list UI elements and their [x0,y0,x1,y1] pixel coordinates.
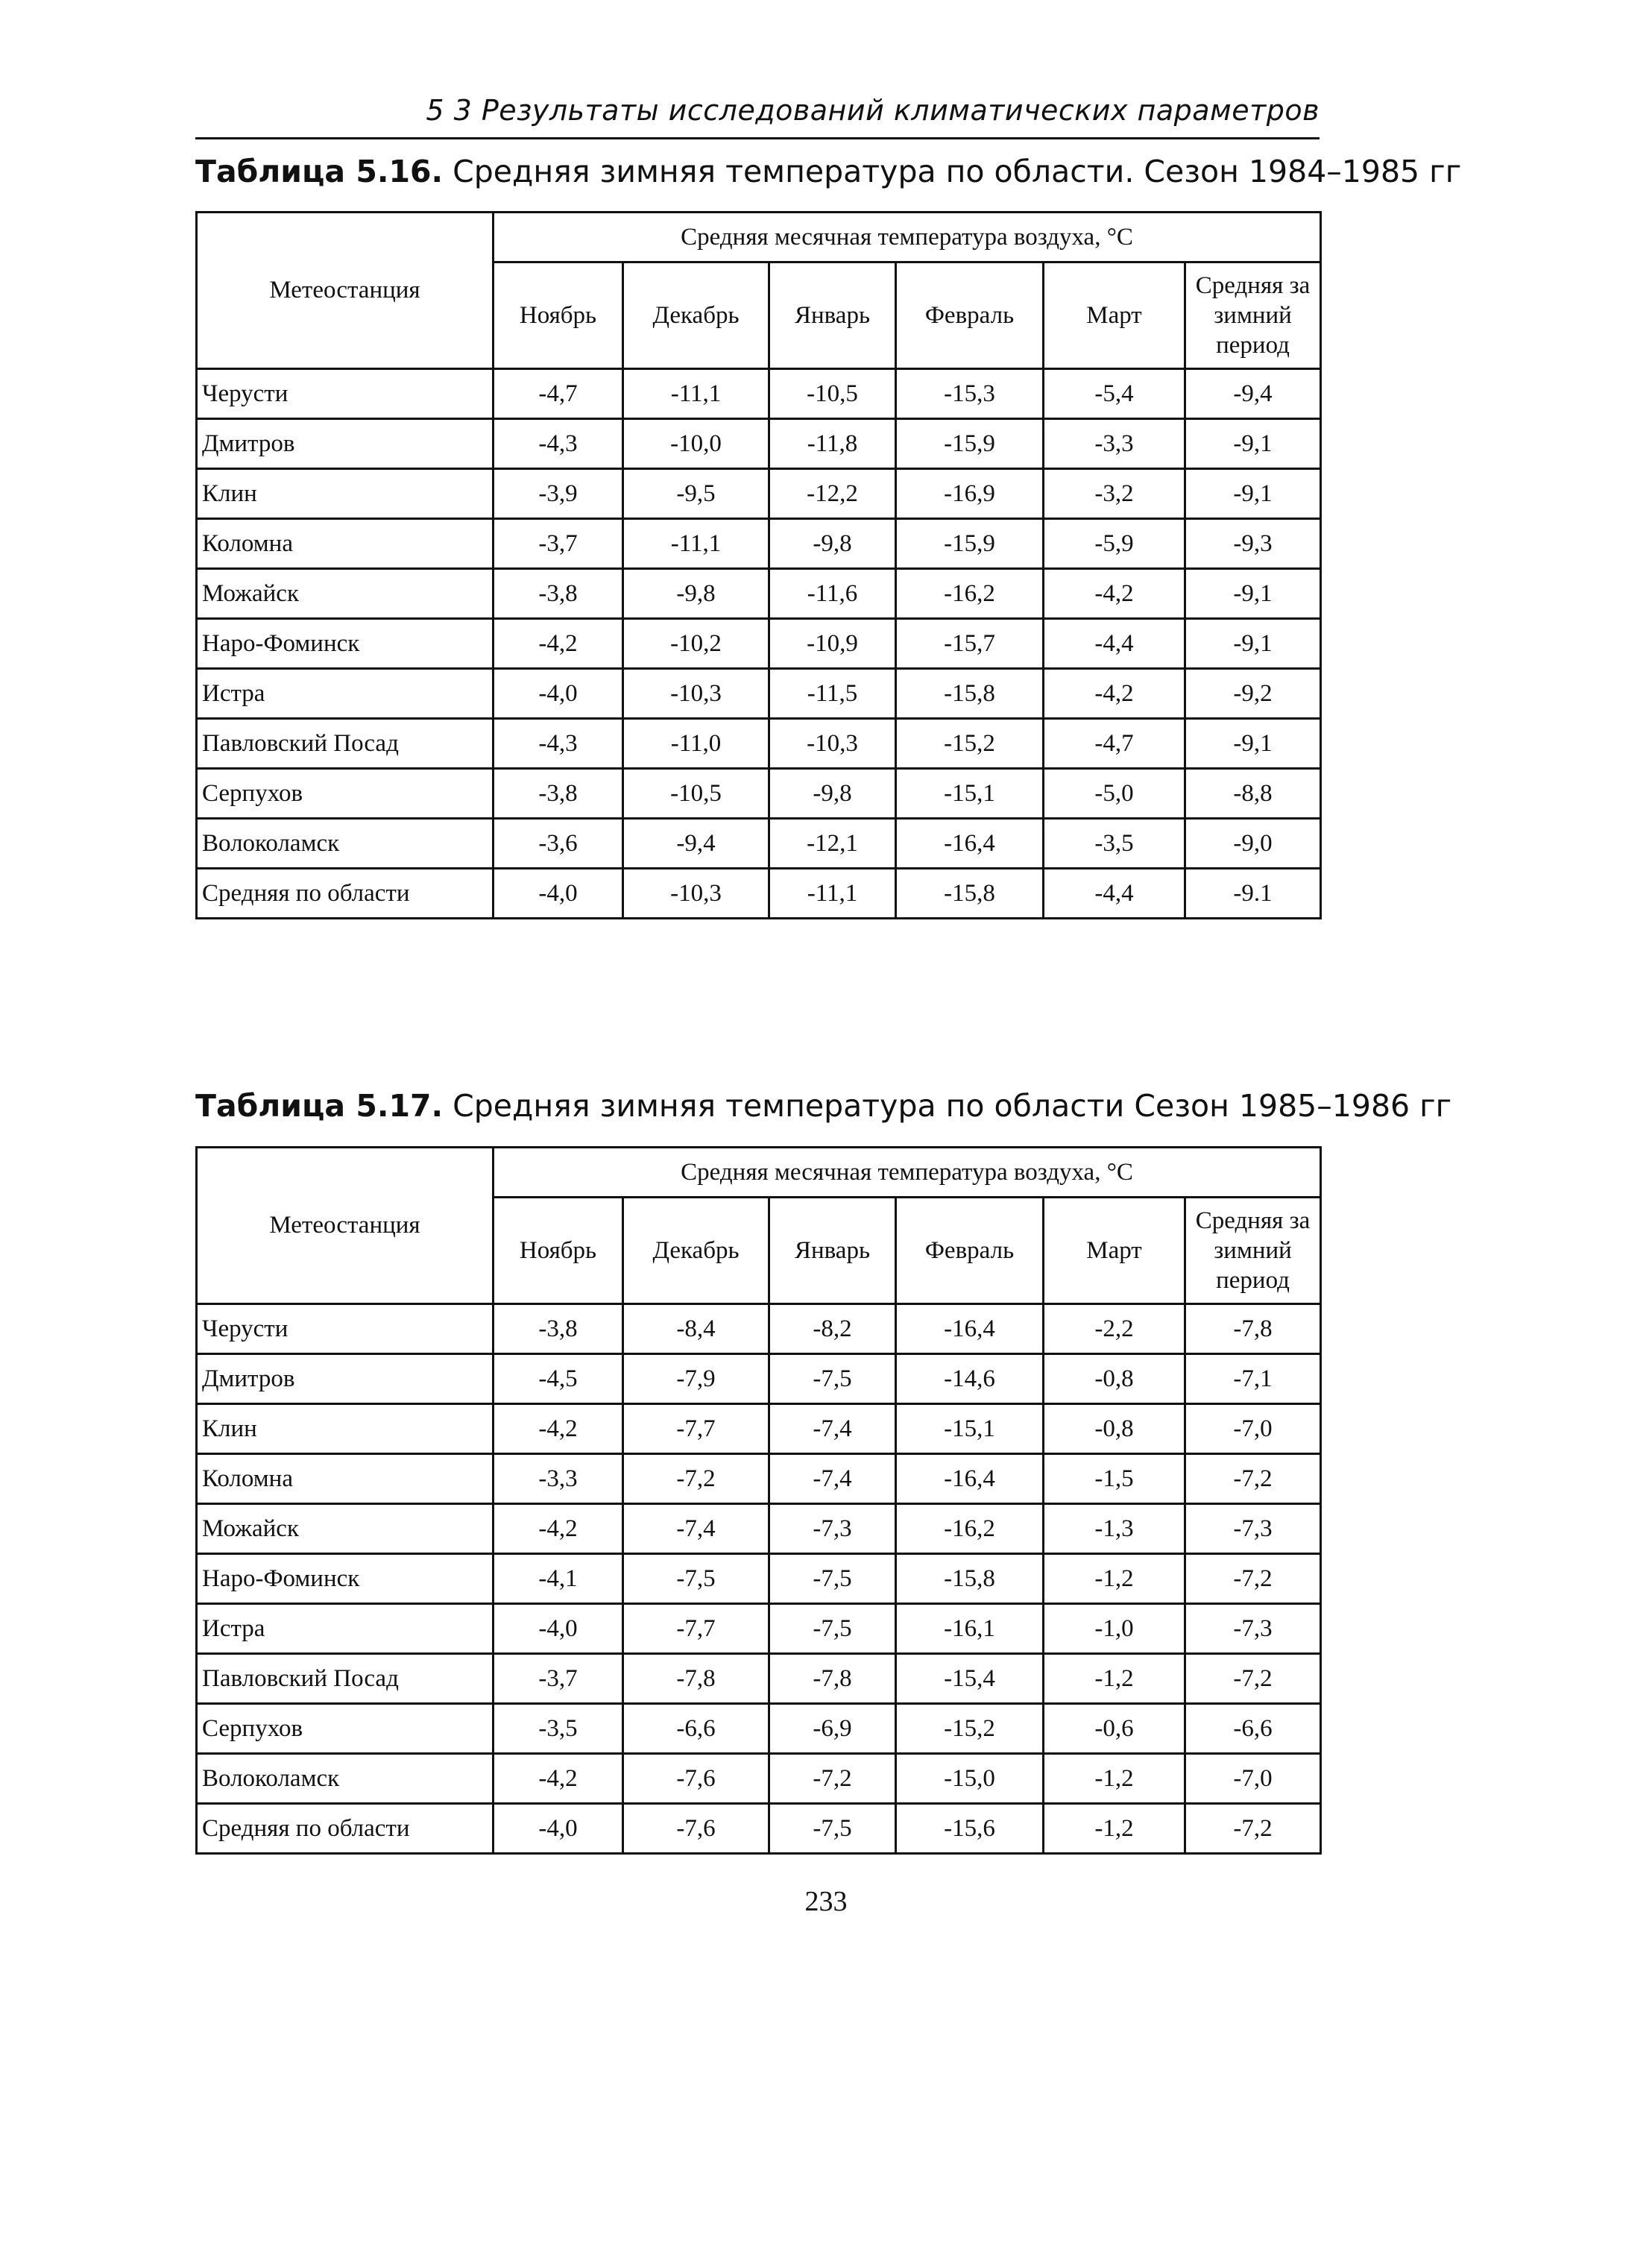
table-row [197,1354,1321,1404]
temperature-cell: -15,8 [896,1554,1044,1604]
header-month-jan: Январь [769,1198,896,1304]
table-row [197,819,1321,869]
temperature-cell: -8,4 [623,1304,769,1354]
temperature-cell: -4,1 [494,1554,623,1604]
header-month-mar: Март [1044,262,1185,369]
station-name-cell: Волоколамск [197,819,494,869]
temperature-cell: -7,5 [769,1804,896,1854]
temperature-cell: -9,1 [1185,719,1321,769]
table-label: Таблица 5.16. [195,154,444,189]
temperature-cell: -1,2 [1044,1654,1185,1704]
station-name-cell: Истра [197,1604,494,1654]
temperature-cell: -11,1 [769,869,896,919]
temperature-cell: -16,2 [896,1504,1044,1554]
temperature-cell: -7,5 [769,1354,896,1404]
temperature-cell: -6,9 [769,1704,896,1754]
temperature-cell: -4,4 [1044,869,1185,919]
temperature-cell: -5,9 [1044,519,1185,569]
table-label: Таблица 5.17. [195,1088,444,1124]
temperature-cell: -7,6 [623,1804,769,1854]
table-body [197,369,1321,919]
temperature-cell: -10,2 [623,619,769,669]
temperature-cell: -8,8 [1185,769,1321,819]
temperature-cell: -1,2 [1044,1804,1185,1854]
temperature-cell: -4,0 [494,1804,623,1854]
temperature-cell: -12,2 [769,469,896,519]
temperature-cell: -7,7 [623,1604,769,1654]
station-name-cell: Наро-Фоминск [197,619,494,669]
table-row [197,719,1321,769]
temperature-cell: -7,5 [769,1604,896,1654]
station-name-cell: Коломна [197,519,494,569]
station-name-cell: Дмитров [197,419,494,469]
temperature-cell: -15,3 [896,369,1044,419]
station-name-cell: Можайск [197,1504,494,1554]
temperature-cell: -4,2 [494,1404,623,1454]
temperature-cell: -3,8 [494,1304,623,1354]
temperature-cell: -9,8 [769,519,896,569]
table-row [197,619,1321,669]
temperature-cell: -9,1 [1185,619,1321,669]
header-winter-average: Средняя за зимний период [1185,262,1321,369]
temperature-cell: -4,3 [494,419,623,469]
temperature-cell: -4,5 [494,1354,623,1404]
page-number: 233 [804,1886,848,1917]
table-row [197,419,1321,469]
temperature-cell: -14,6 [896,1354,1044,1404]
temperature-cell: -7,3 [769,1504,896,1554]
temperature-cell: -9,8 [769,769,896,819]
temperature-cell: -4,7 [1044,719,1185,769]
header-month-dec: Декабрь [623,262,769,369]
header-winter-average: Средняя за зимний период [1185,1198,1321,1304]
temperature-cell: -16,4 [896,819,1044,869]
temperature-cell: -12,1 [769,819,896,869]
temperature-cell: -7,0 [1185,1404,1321,1454]
station-name-cell: Серпухов [197,769,494,819]
station-name-cell: Павловский Посад [197,1654,494,1704]
table-row [197,869,1321,919]
temperature-cell: -4,2 [494,1754,623,1804]
temperature-cell: -3,2 [1044,469,1185,519]
temperature-cell: -7,2 [623,1454,769,1504]
station-name-cell: Дмитров [197,1354,494,1404]
temperature-cell: -15,4 [896,1654,1044,1704]
temperature-cell: -0,8 [1044,1404,1185,1454]
temperature-cell: -16,4 [896,1454,1044,1504]
temperature-cell: -15,8 [896,869,1044,919]
table-row [197,1804,1321,1854]
temperature-cell: -7,5 [623,1554,769,1604]
temperature-cell: -10,3 [623,869,769,919]
table-title: Средняя зимняя температура по области. Сезон 1984–1985 гг [453,154,1462,189]
header-month-nov: Ноябрь [494,262,623,369]
header-group: Средняя месячная температура воздуха, °C [494,1148,1321,1198]
temperature-cell: -10,5 [769,369,896,419]
temperature-cell: -6,6 [1185,1704,1321,1754]
temperature-cell: -15,8 [896,669,1044,719]
temperature-cell: -3,5 [494,1704,623,1754]
temperature-cell: -7,2 [1185,1554,1321,1604]
table-row [197,1554,1321,1604]
temperature-cell: -5,0 [1044,769,1185,819]
temperature-cell: -10,3 [623,669,769,719]
temperature-cell: -15,6 [896,1804,1044,1854]
temperature-cell: -4,0 [494,1604,623,1654]
station-name-cell: Черусти [197,1304,494,1354]
table-row [197,1754,1321,1804]
table-row [197,1304,1321,1354]
temperature-cell: -11,1 [623,519,769,569]
temperature-cell: -7,9 [623,1354,769,1404]
temperature-cell: -9,1 [1185,569,1321,619]
temperature-cell: -15,1 [896,769,1044,819]
temperature-cell: -4,0 [494,669,623,719]
table-row [197,769,1321,819]
temperature-cell: -7,8 [623,1654,769,1704]
temperature-cell: -7,4 [769,1404,896,1454]
temperature-cell: -16,2 [896,569,1044,619]
temperature-cell: -4,2 [1044,569,1185,619]
header-month-jan: Январь [769,262,896,369]
table-row [197,469,1321,519]
temperature-cell: -15,2 [896,719,1044,769]
temperature-cell: -9,8 [623,569,769,619]
temperature-cell: -15,9 [896,519,1044,569]
temperature-cell: -11,8 [769,419,896,469]
temperature-cell: -10,0 [623,419,769,469]
temperature-cell: -1,0 [1044,1604,1185,1654]
temperature-cell: -3,8 [494,569,623,619]
temperature-cell: -1,3 [1044,1504,1185,1554]
temperature-cell: -4,2 [1044,669,1185,719]
temperature-cell: -7,2 [1185,1454,1321,1504]
table-row [197,1454,1321,1504]
temperature-cell: -9,0 [1185,819,1321,869]
temperature-cell: -7,3 [1185,1604,1321,1654]
temperature-cell: -4,7 [494,369,623,419]
table-row [197,569,1321,619]
station-name-cell: Можайск [197,569,494,619]
station-name-cell: Средняя по области [197,1804,494,1854]
temperature-cell: -15,0 [896,1754,1044,1804]
table-row [197,1404,1321,1454]
temperature-cell: -3,3 [1044,419,1185,469]
station-name-cell: Волоколамск [197,1754,494,1804]
temperature-cell: -0,8 [1044,1354,1185,1404]
temperature-cell: -3,5 [1044,819,1185,869]
temperature-cell: -9.1 [1185,869,1321,919]
table-caption-5-17 [195,1087,1451,1125]
temperature-cell: -3,3 [494,1454,623,1504]
temperature-cell: -7,6 [623,1754,769,1804]
header-month-mar: Март [1044,1198,1185,1304]
temperature-cell: -16,9 [896,469,1044,519]
temperature-cell: -7,4 [623,1504,769,1554]
temperature-cell: -2,2 [1044,1304,1185,1354]
temperature-cell: -8,2 [769,1304,896,1354]
temperature-cell: -3,7 [494,519,623,569]
station-name-cell: Истра [197,669,494,719]
temperature-cell: -3,8 [494,769,623,819]
table-row [197,519,1321,569]
temperature-cell: -16,1 [896,1604,1044,1654]
table-title: Средняя зимняя температура по области Сезон 1985–1986 гг [453,1088,1452,1124]
temperature-cell: -4,3 [494,719,623,769]
temperature-cell: -11,5 [769,669,896,719]
table-row [197,1504,1321,1554]
temperature-cell: -9,2 [1185,669,1321,719]
temperature-cell: -9,5 [623,469,769,519]
temperature-cell: -7,1 [1185,1354,1321,1404]
temperature-cell: -1,5 [1044,1454,1185,1504]
temperature-cell: -15,9 [896,419,1044,469]
temperature-table-1985-1986 [195,1146,1322,1855]
temperature-cell: -10,3 [769,719,896,769]
temperature-cell: -4,4 [1044,619,1185,669]
header-station: Метеостанция [197,1148,494,1304]
station-name-cell: Павловский Посад [197,719,494,769]
temperature-cell: -4,0 [494,869,623,919]
temperature-cell: -7,8 [1185,1304,1321,1354]
temperature-cell: -9,4 [623,819,769,869]
temperature-cell: -7,7 [623,1404,769,1454]
temperature-cell: -11,0 [623,719,769,769]
station-name-cell: Клин [197,1404,494,1454]
table-caption-5-16 [195,153,1461,190]
header-month-feb: Февраль [896,262,1044,369]
station-name-cell: Клин [197,469,494,519]
temperature-cell: -16,4 [896,1304,1044,1354]
temperature-cell: -9,4 [1185,369,1321,419]
table-row [197,1704,1321,1754]
temperature-cell: -10,5 [623,769,769,819]
temperature-cell: -10,9 [769,619,896,669]
header-group: Средняя месячная температура воздуха, °C [494,213,1321,262]
temperature-cell: -4,2 [494,1504,623,1554]
station-name-cell: Черусти [197,369,494,419]
header-month-nov: Ноябрь [494,1198,623,1304]
table-row [197,669,1321,719]
station-name-cell: Серпухов [197,1704,494,1754]
temperature-cell: -6,6 [623,1704,769,1754]
station-name-cell: Наро-Фоминск [197,1554,494,1604]
station-name-cell: Средняя по области [197,869,494,919]
header-month-feb: Февраль [896,1198,1044,1304]
temperature-cell: -4,2 [494,619,623,669]
temperature-cell: -7,8 [769,1654,896,1704]
header-month-dec: Декабрь [623,1198,769,1304]
table-row [197,1604,1321,1654]
temperature-cell: -3,9 [494,469,623,519]
temperature-cell: -0,6 [1044,1704,1185,1754]
temperature-cell: -7,2 [769,1754,896,1804]
temperature-cell: -7,3 [1185,1504,1321,1554]
temperature-cell: -7,2 [1185,1654,1321,1704]
temperature-cell: -11,1 [623,369,769,419]
temperature-cell: -3,6 [494,819,623,869]
temperature-cell: -1,2 [1044,1554,1185,1604]
temperature-cell: -9,1 [1185,419,1321,469]
temperature-cell: -7,4 [769,1454,896,1504]
table-body [197,1304,1321,1854]
temperature-cell: -1,2 [1044,1754,1185,1804]
station-name-cell: Коломна [197,1454,494,1504]
temperature-cell: -5,4 [1044,369,1185,419]
header-station: Метеостанция [197,213,494,369]
temperature-cell: -7,2 [1185,1804,1321,1854]
temperature-table-1984-1985 [195,211,1322,919]
temperature-cell: -3,7 [494,1654,623,1704]
temperature-cell: -15,1 [896,1404,1044,1454]
temperature-cell: -11,6 [769,569,896,619]
table-row [197,369,1321,419]
table-row [197,1654,1321,1704]
temperature-cell: -9,3 [1185,519,1321,569]
running-head: 5 3 Результаты исследований климатических параметров [195,88,1320,139]
temperature-cell: -15,7 [896,619,1044,669]
temperature-cell: -15,2 [896,1704,1044,1754]
temperature-cell: -7,5 [769,1554,896,1604]
temperature-cell: -7,0 [1185,1754,1321,1804]
temperature-cell: -9,1 [1185,469,1321,519]
